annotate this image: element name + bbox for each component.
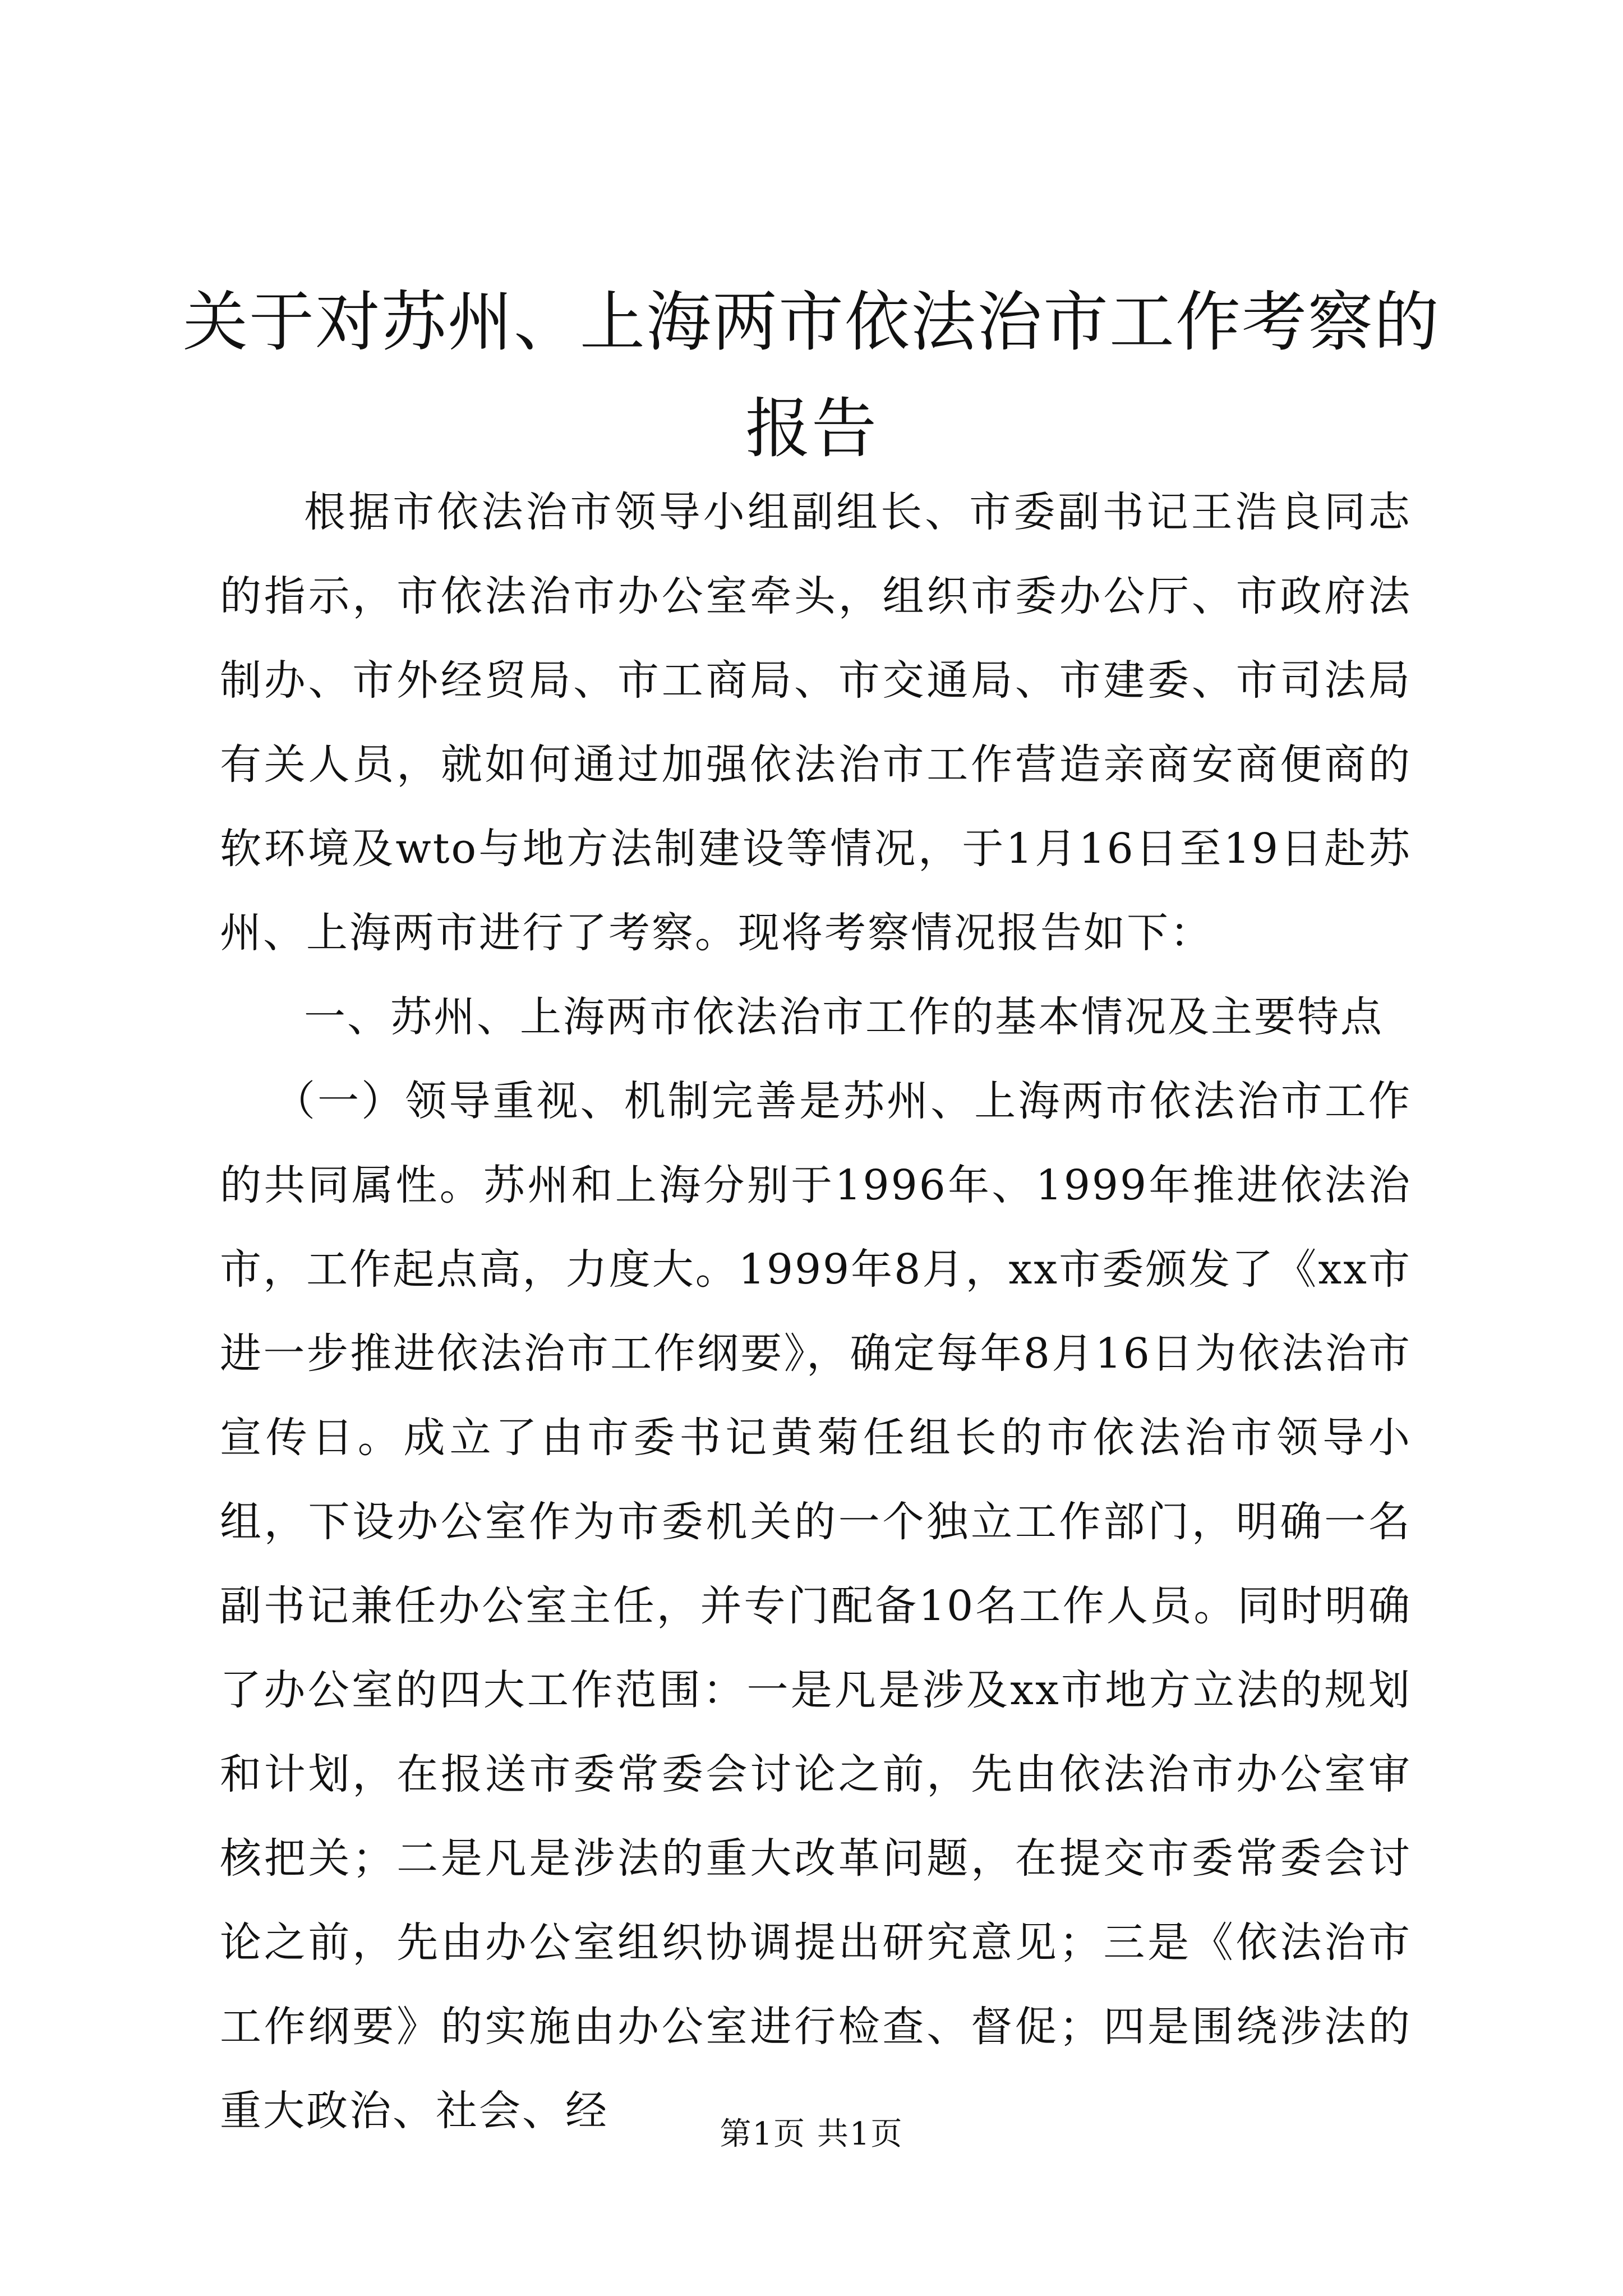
document-body bbox=[220, 470, 1412, 2153]
intro-paragraph: 根据市依法治市领导小组副组长、市委副书记王浩良同志的指示，市依法治市办公室牵头，组织市委办公厅、市政府法制办、市外经贸局、市工商局、市交通局、市建委、市司法局有关人员，就如何通过加强依法治市工作营造亲商安商便商的软环境及wto与地方法制建设等情况，于1月16日至19日赴苏州、上海两市进行了考察。现将考察情况报告如下： bbox=[220, 488, 1412, 957]
subsection-paragraph: （一）领导重视、机制完善是苏州、上海两市依法治市工作的共同属性。苏州和上海分别于1996年、1999年推进依法治市，工作起点高，力度大。1999年8月，xx市委颁发了《xx市进一步推进依法治市工作纲要》，确定每年8月16日为依法治市宣传日。成立了由市委书记黄菊任组长的市依法治市领导小组，下设办公室作为市委机关的一个独立工作部门，明确一名副书记兼任办公室主任，并专门配备10名工作人员。同时明确了办公室的四大工作范围：一是凡是涉及xx市地方立法的规划和计划，在报送市委常委会讨论之前，先由依法治市办公室审核把关；二是凡是涉法的重大改革问题，在提交市委常委会讨论之前，先由办公室组织协调提出研究意见；三是《依法治市工作纲要》的实施由办公室进行检查、督促；四是围绕涉法的重大政治、社会、经 bbox=[220, 1077, 1412, 2135]
page-number-footer: 第1页 共1页 bbox=[720, 2116, 903, 2152]
document-title: 关于对苏州、上海两市依法治市工作考察的报告 bbox=[183, 284, 1440, 467]
section-heading: 一、苏州、上海两市依法治市工作的基本情况及主要特点 bbox=[304, 993, 1384, 1041]
